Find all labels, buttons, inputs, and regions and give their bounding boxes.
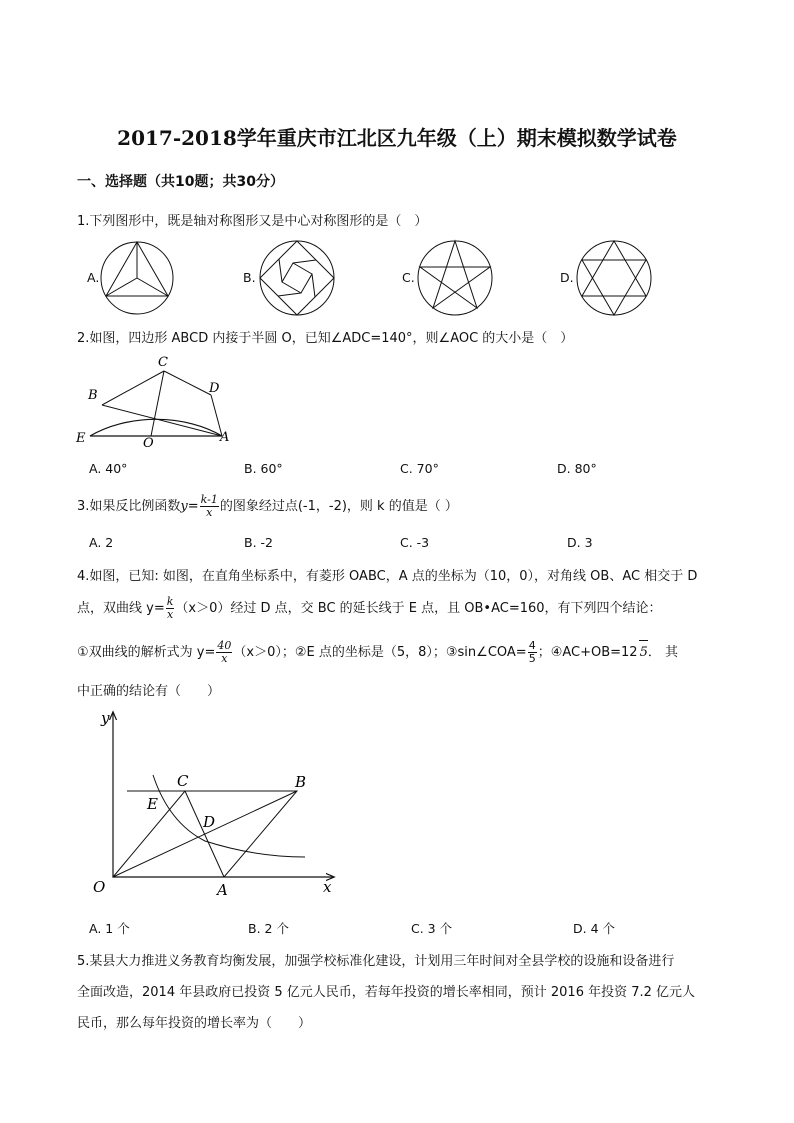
q1-figure-d-hexagram-icon: [572, 237, 656, 319]
q2-label-e: E: [76, 431, 86, 446]
q3-eq: =: [187, 499, 199, 514]
q2-label-b: B: [88, 388, 98, 403]
q1-option-c-label: C.: [402, 270, 415, 285]
q4-frac-k-x-den: x: [166, 608, 174, 621]
q4-line-2-pre: 点，双曲线 y=: [77, 601, 165, 616]
q3-option-b: B. -2: [244, 535, 273, 550]
page-title: 2017-2018学年重庆市江北区九年级（上）期末模拟数学试卷: [117, 126, 677, 150]
q4-frac-4-5: [528, 640, 537, 665]
q2-label-c: C: [158, 355, 168, 370]
q2-label-d: D: [209, 381, 220, 396]
q1-option-a-label: A.: [87, 270, 100, 285]
q4-line-3: [77, 640, 678, 665]
q4-label-b: B: [295, 773, 307, 791]
q2-stem: 2.如图，四边形 ABCD 内接于半圆 O，已知∠ADC=140°，则∠AOC 的大小是（ ）: [77, 331, 574, 346]
q3-stem: [77, 494, 458, 519]
q4-frac-4-num: 4: [528, 639, 536, 652]
q4-option-c: C. 3 个: [411, 921, 453, 936]
q2-option-d: D. 80°: [557, 461, 597, 476]
section-heading: 一、选择题（共10题；共30分）: [77, 174, 284, 190]
q2-semicircle-figure: [70, 350, 240, 450]
q3-frac-den: x: [206, 506, 213, 519]
q4-label-c: C: [177, 772, 189, 790]
q4-line-3-b: （x＞0）；②E 点的坐标是（5，8）；③sin∠COA=: [233, 645, 527, 660]
q3-frac-num: k-1: [200, 493, 218, 506]
q4-frac-5-den: 5: [528, 652, 536, 665]
q4-rhombus-figure: [85, 705, 345, 900]
q1-figure-c-pentagram-icon: [413, 237, 497, 319]
q4-line-2: [77, 596, 662, 621]
q3-option-c: C. -3: [400, 535, 430, 550]
q2-option-a: A. 40°: [89, 461, 128, 476]
q4-option-b: B. 2 个: [248, 921, 289, 936]
q4-sqrt-5: 5: [639, 640, 648, 665]
q2-option-c: C. 70°: [400, 461, 439, 476]
q4-label-a: A: [217, 881, 228, 899]
q3-option-a: A. 2: [89, 535, 114, 550]
q3-stem-post: 的图象经过点(-1，-2)，则 k 的值是（ ）: [219, 499, 458, 514]
q4-label-d: D: [203, 813, 216, 831]
q4-label-e: E: [147, 795, 158, 813]
q5-line-1: 5.某县大力推进义务教育均衡发展，加强学校标准化建设，计划用三年时间对全县学校的设施和设备进行: [77, 954, 675, 969]
q4-line-1: 4.如图，已知: 如图，在直角坐标系中，有菱形 OABC，A 点的坐标为（10，0），对角线 OB、AC 相交于 D: [77, 569, 698, 584]
q4-frac-40-den: x: [221, 652, 228, 665]
q4-frac-k-x-num: k: [166, 595, 174, 608]
q4-line-3-a: ①双曲线的解析式为 y=: [77, 645, 216, 660]
q3-fraction: [200, 494, 219, 519]
q4-line-3-d: ． 其: [647, 645, 678, 660]
q4-option-d: D. 4 个: [573, 921, 615, 936]
q1-option-b-label: B.: [243, 270, 256, 285]
q2-label-o: O: [143, 436, 154, 450]
q3-stem-pre: 3.如果反比例函数: [77, 499, 181, 514]
q1-figure-b-pinwheel-icon: [255, 237, 339, 319]
q1-stem: 1.下列图形中，既是轴对称图形又是中心对称图形的是（ ）: [77, 214, 428, 229]
q4-frac-k-x: [166, 596, 175, 621]
q4-frac-40-num: 40: [217, 639, 232, 652]
q5-line-3: 民币，那么每年投资的增长率为（ ）: [77, 1016, 312, 1031]
q4-option-a: A. 1 个: [89, 921, 130, 936]
q1-figure-a-triangle-icon: [96, 238, 180, 318]
q4-axis-label-y: y: [101, 709, 110, 727]
q2-option-b: B. 60°: [244, 461, 283, 476]
q4-line-2-post: （x＞0）经过 D 点，交 BC 的延长线于 E 点，且 OB•AC=160，有下列四个结论：: [175, 601, 662, 616]
q3-option-d: D. 3: [567, 535, 593, 550]
q4-line-4: 中正确的结论有（ ）: [77, 684, 221, 699]
q2-label-a: A: [220, 430, 230, 445]
q4-label-o: O: [93, 878, 106, 896]
q4-frac-40-x: [216, 640, 232, 665]
q5-line-2: 全面改造，2014 年县政府已投资 5 亿元人民币，若每年投资的增长率相同，预计 2016 年投资 7.2 亿元人: [77, 985, 696, 1000]
q4-axis-label-x: x: [323, 878, 332, 896]
q3-y: y: [180, 499, 188, 514]
q1-option-d-label: D.: [560, 270, 574, 285]
q4-line-3-c: ；④AC+OB=12: [537, 645, 638, 660]
